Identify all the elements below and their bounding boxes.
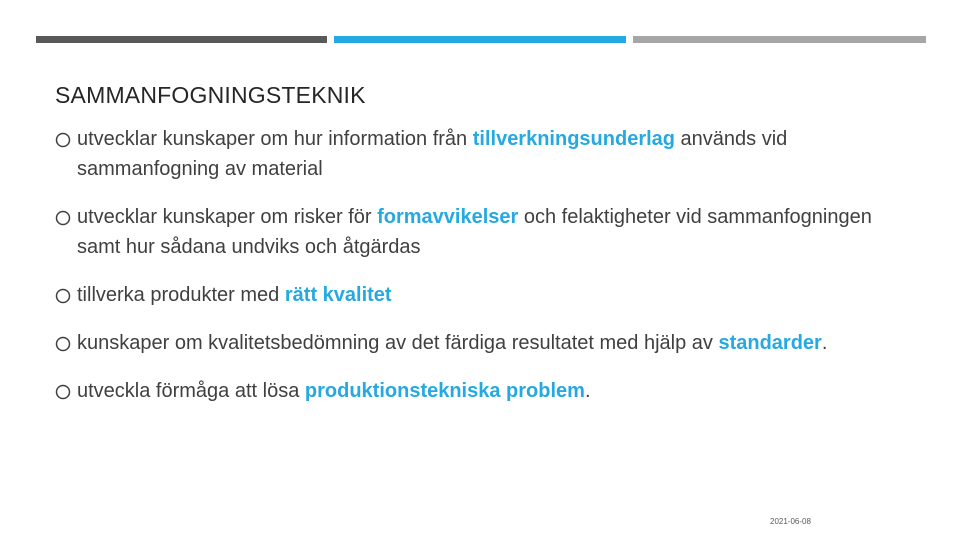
bullet-text: . [821, 332, 828, 354]
circle-outline-icon [55, 288, 71, 304]
circle-outline-icon [55, 384, 71, 400]
bullet-item [55, 376, 915, 406]
slide-title: SAMMANFOGNINGSTEKNIK [55, 82, 366, 108]
bullet-text: . [584, 380, 591, 402]
top-bar-blue [334, 36, 626, 43]
bullet-highlight: tillverkningsunderlag [472, 128, 675, 150]
slide-date: 2021-06-08 [770, 517, 811, 526]
top-bar-gray [633, 36, 926, 43]
bullet-text: används vid sammanfogning av material [77, 128, 788, 180]
bullet-highlight: produktionstekniska problem [304, 380, 585, 402]
bullet-text: kunskaper om kvalitetsbedömning av det färdiga resultatet med hjälp av [77, 332, 719, 354]
circle-outline-icon [55, 210, 71, 226]
bullet-text: och felaktigheter vid sammanfogningen samt hur sådana undviks och åtgärdas [77, 206, 872, 258]
bullet-item [55, 124, 915, 184]
bullet-text: utveckla förmåga att lösa [77, 380, 305, 402]
top-bar-dark [36, 36, 327, 43]
bullet-highlight: formavvikelser [377, 206, 519, 228]
bullet-highlight: rätt kvalitet [284, 284, 392, 306]
circle-outline-icon [55, 132, 71, 148]
bullet-text: utvecklar kunskaper om hur information från [77, 128, 473, 150]
bullet-text: tillverka produkter med [77, 284, 285, 306]
bullet-item [55, 202, 915, 262]
bullet-list [55, 124, 915, 406]
circle-outline-icon [55, 336, 71, 352]
bullet-item [55, 280, 915, 310]
bullet-item [55, 328, 915, 358]
bullet-text: utvecklar kunskaper om risker för [77, 206, 378, 228]
bullet-highlight: standarder [718, 332, 822, 354]
